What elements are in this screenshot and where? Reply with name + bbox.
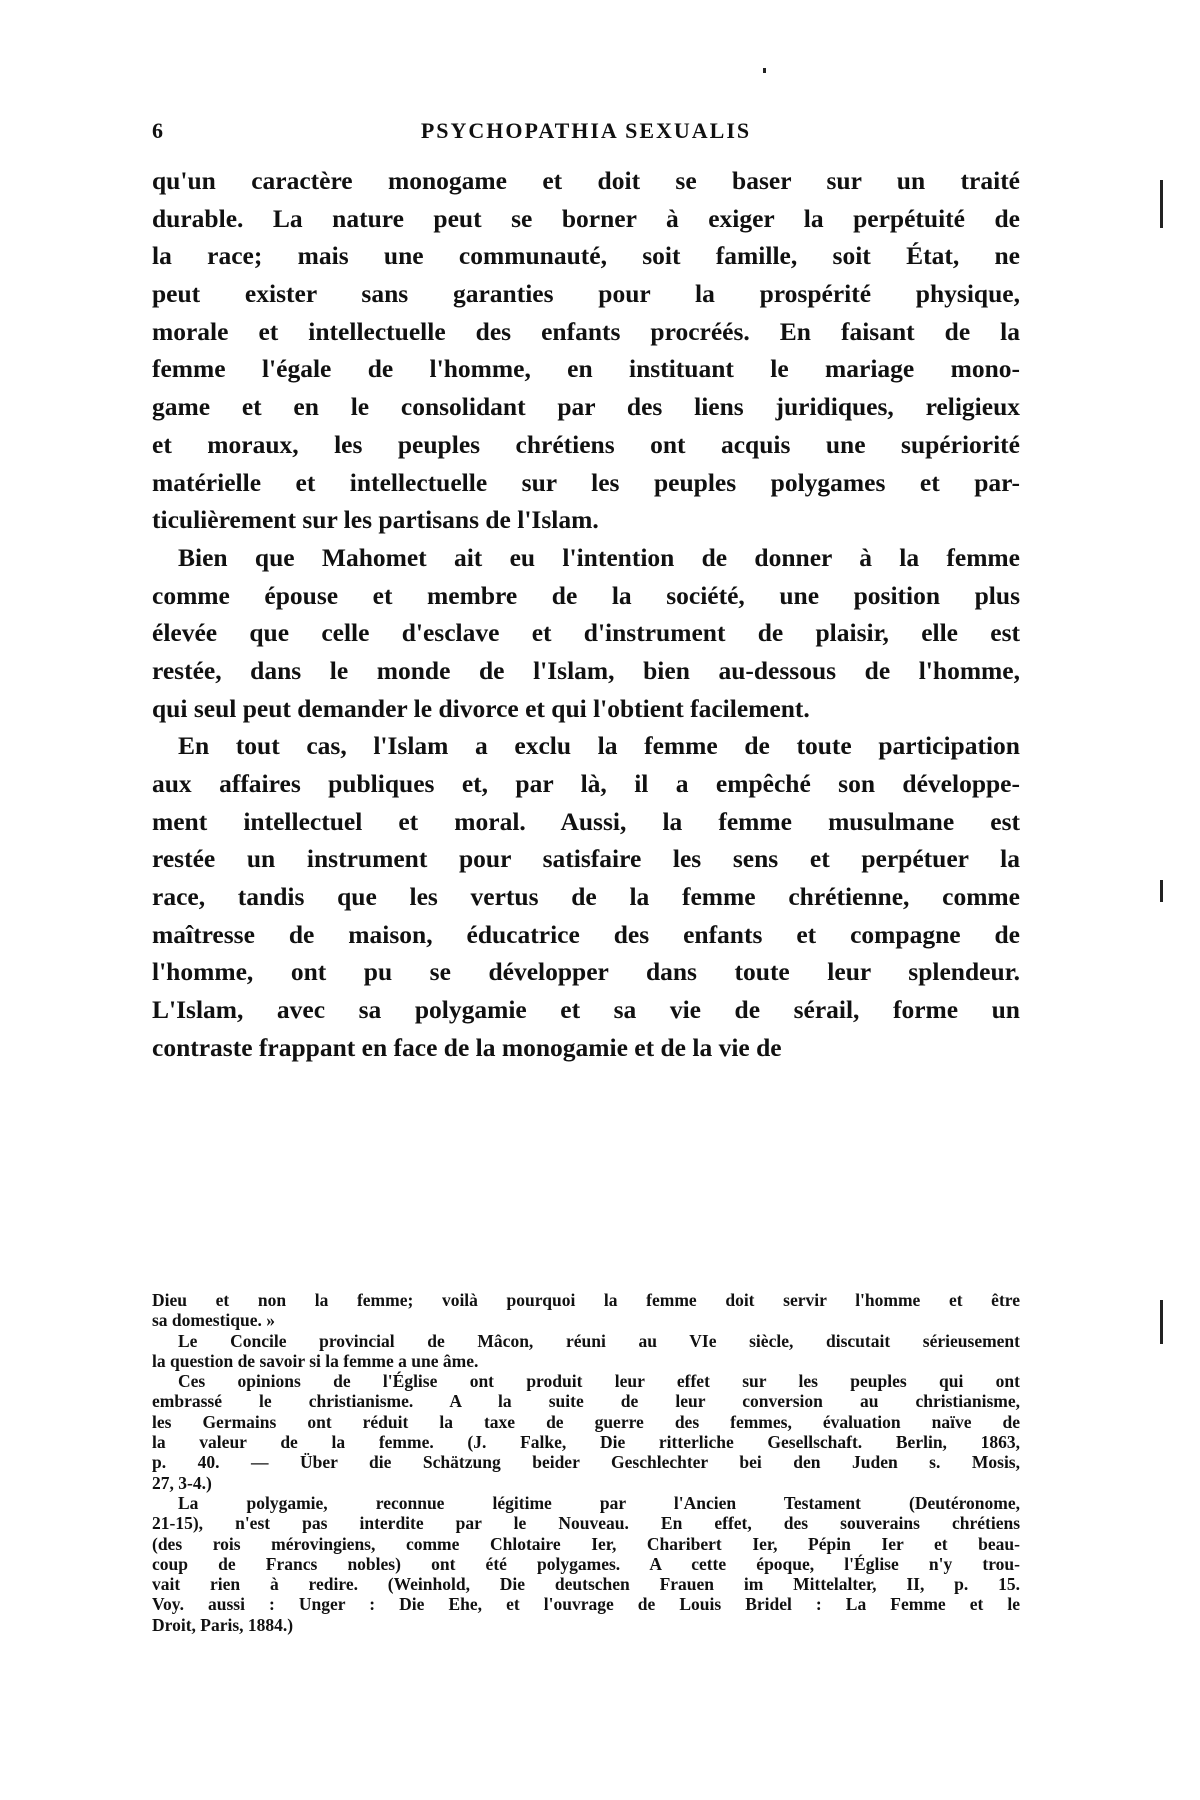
footnote-line: Le Concile provincial de Mâcon, réuni au VIe siècle, discutait sérieusement — [178, 1330, 1020, 1351]
text-line: restée un instrument pour satisfaire les sens et perpétuer la — [152, 844, 1020, 874]
margin-rule-mark — [1160, 180, 1163, 228]
footnote-line: embrassé le christianisme. A la suite de leur conversion au christianisme, — [152, 1391, 1020, 1412]
body-text — [152, 162, 1020, 1067]
text-line: l'homme, ont pu se développer dans toute leur splendeur. — [152, 957, 1020, 987]
running-header — [152, 118, 1020, 148]
scan-speck — [763, 68, 766, 73]
footnote-line: 21-15), n'est pas interdite par le Nouveau. En effet, des souverains chrétiens — [152, 1513, 1020, 1534]
text-line: L'Islam, avec sa polygamie et sa vie de sérail, forme un — [152, 995, 1020, 1025]
text-line: race, tandis que les vertus de la femme chrétienne, comme — [152, 882, 1020, 912]
text-line: qu'un caractère monogame et doit se baser sur un traité — [152, 166, 1020, 195]
text-line: durable. La nature peut se borner à exiger la perpétuité de — [152, 203, 1020, 233]
margin-mark — [1160, 880, 1163, 902]
footnote-line: 27, 3-4.) — [152, 1472, 212, 1493]
text-line: matérielle et intellectuelle sur les peuples polygames et par- — [152, 467, 1020, 497]
text-line: Bien que Mahomet ait eu l'intention de donner à la femme — [178, 542, 1020, 572]
text-line: ment intellectuel et moral. Aussi, la femme musulmane est — [152, 806, 1020, 836]
text-line: morale et intellectuelle des enfants procréés. En faisant de la — [152, 316, 1020, 346]
footnote-line: les Germains ont réduit la taxe de guerre des femmes, évaluation naïve de — [152, 1411, 1020, 1432]
footnote-line: p. 40. — Über die Schätzung beider Geschlechter bei den Juden s. Mosis, — [152, 1452, 1020, 1473]
footnote-line: la valeur de la femme. (J. Falke, Die ritterliche Gesellschaft. Berlin, 1863, — [152, 1432, 1020, 1453]
text-line: femme l'égale de l'homme, en instituant le mariage mono- — [152, 354, 1020, 384]
footnote-line: La polygamie, reconnue légitime par l'Ancien Testament (Deutéronome, — [178, 1492, 1020, 1513]
text-line: qui seul peut demander le divorce et qui l'obtient facilement. — [152, 693, 810, 723]
footnote-line: coup de Francs nobles) ont été polygames. A cette époque, l'Église n'y trou- — [152, 1553, 1020, 1574]
text-line: restée, dans le monde de l'Islam, bien au-dessous de l'homme, — [152, 655, 1020, 685]
margin-mark — [1160, 1320, 1163, 1344]
text-line: aux affaires publiques et, par là, il a empêché son développe- — [152, 769, 1020, 798]
text-line: contraste frappant en face de la monogamie et de la vie de — [152, 1032, 782, 1062]
text-line: En tout cas, l'Islam a exclu la femme de toute participation — [178, 731, 1020, 761]
page-number: 6 — [152, 118, 163, 143]
footnote-line: Dieu et non la femme; voilà pourquoi la femme doit servir l'homme et être — [152, 1290, 1020, 1310]
footnotes — [152, 1290, 1020, 1635]
footnote-line: vait rien à redire. (Weinhold, Die deutschen Frauen im Mittelalter, II, p. 15. — [152, 1574, 1020, 1595]
text-line: peut exister sans garanties pour la prospérité physique, — [152, 279, 1020, 309]
text-line: et moraux, les peuples chrétiens ont acquis une supériorité — [152, 429, 1020, 459]
footnote-line: Voy. aussi : Unger : Die Ehe, et l'ouvrage de Louis Bridel : La Femme et le — [152, 1594, 1020, 1615]
footnote-line: Droit, Paris, 1884.) — [152, 1614, 294, 1635]
footnote-line: (des rois mérovingiens, comme Chlotaire Ier, Charibert Ier, Pépin Ier et beau- — [152, 1533, 1020, 1554]
text-line: la race; mais une communauté, soit famille, soit État, ne — [152, 241, 1020, 271]
text-line: élevée que celle d'esclave et d'instrument de plaisir, elle est — [152, 618, 1020, 648]
text-line: ticulièrement sur les partisans de l'Islam. — [152, 505, 599, 535]
footnote-line: la question de savoir si la femme a une âme. — [152, 1350, 479, 1371]
running-title: PSYCHOPATHIA SEXUALIS — [420, 118, 752, 143]
footnote-line: sa domestique. » — [152, 1310, 275, 1331]
text-line: comme épouse et membre de la société, une position plus — [152, 580, 1020, 610]
footnote-line: Ces opinions de l'Église ont produit leur effet sur les peuples qui ont — [178, 1371, 1020, 1392]
text-line: game et en le consolidant par des liens juridiques, religieux — [152, 392, 1020, 422]
margin-mark — [1160, 1300, 1163, 1322]
text-line: maîtresse de maison, éducatrice des enfants et compagne de — [152, 919, 1020, 949]
